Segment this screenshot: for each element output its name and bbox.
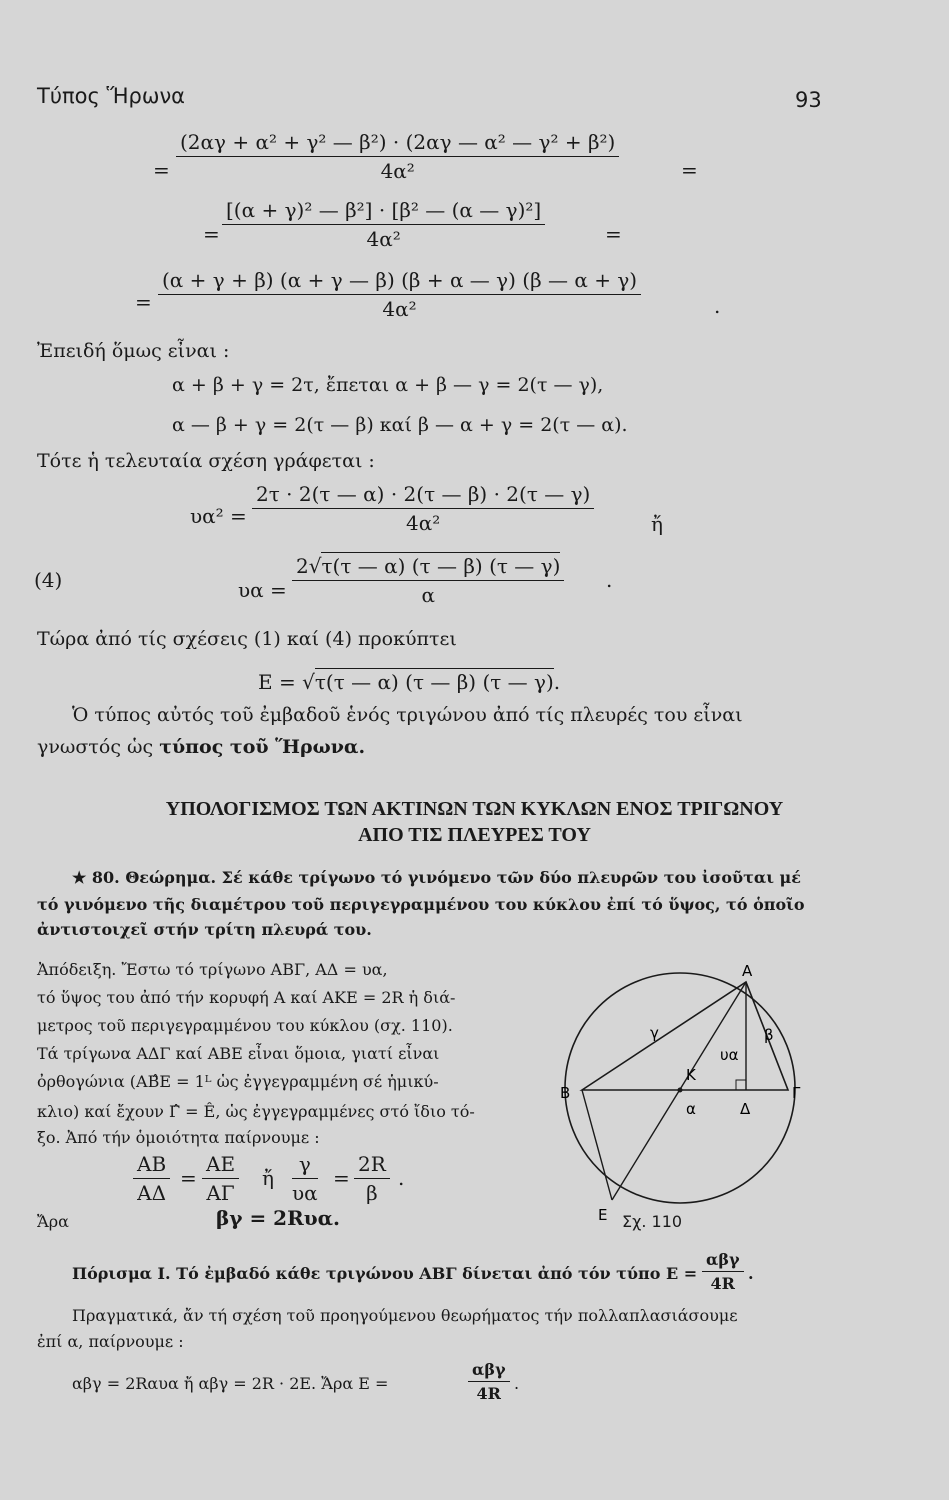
eq-sign: = <box>681 158 698 182</box>
label-ua: υα <box>720 1046 739 1064</box>
label-a: Α <box>742 962 753 980</box>
step3-numerator: (α + γ + β) (α + γ — β) (β + α — γ) (β — α + γ) <box>162 268 638 292</box>
ua-squared-denominator: 4α² <box>252 508 594 535</box>
since-intro: Ἐπειδή ὅμως εἶναι : <box>37 340 230 362</box>
label-alpha: α <box>686 1100 696 1118</box>
running-title: Τύπος Ἥρωνα <box>37 84 186 108</box>
heron-sqrt-body: τ(τ — α) (τ — β) (τ — γ) <box>314 670 554 694</box>
ratio-g: γ <box>298 1152 311 1176</box>
period: . <box>714 294 721 318</box>
equation-label-4: (4) <box>34 568 63 592</box>
label-e: Ε <box>598 1206 608 1224</box>
note-line2 <box>37 736 365 758</box>
proof-line1: Ἀπόδειξη. Ἔστω τό τρίγωνο ΑΒΓ, ΑΔ = υα, <box>37 960 388 979</box>
heron-lhs: E = √ <box>258 670 315 694</box>
ratio-g-ua <box>292 1152 318 1205</box>
ratio-2r: 2R <box>358 1152 386 1176</box>
label-g: Γ <box>792 1084 801 1102</box>
since-line1: α + β + γ = 2τ, ἔπεται α + β — γ = 2(τ — γ), <box>172 374 604 396</box>
step3-denominator: 4α² <box>158 294 641 321</box>
indeed-denominator: 4R <box>468 1381 510 1403</box>
step1-fraction <box>176 130 619 183</box>
indeed-line3: αβγ = 2Rαυα ἤ αβγ = 2R · 2Ε. Ἄρα Ε = <box>72 1374 389 1393</box>
corollary-text: Πόρισμα I. Τό ἐμβαδό κάθε τριγώνου ΑΒΓ δίνεται ἀπό τόν τύπο Ε = <box>72 1264 698 1283</box>
eq-sign: = <box>605 222 622 246</box>
corollary-fraction <box>702 1250 744 1293</box>
note-line2-bold: τύπος τοῦ Ἥρωνα. <box>159 736 366 758</box>
result-formula: βγ = 2Rυα. <box>216 1206 340 1230</box>
center-k-dot <box>678 1088 683 1093</box>
ratio-ae-ag <box>202 1152 239 1205</box>
theorem-line3: ἀντιστοιχεῖ στήν τρίτη πλευρά του. <box>37 920 372 939</box>
section-title-line2: ΑΠΟ ΤΙΣ ΠΛΕΥΡΕΣ ΤΟΥ <box>358 824 591 846</box>
eq-sign: = <box>203 222 220 246</box>
corollary-denominator: 4R <box>702 1271 744 1293</box>
ara-word: Ἄρα <box>37 1212 69 1231</box>
equals: = <box>180 1166 197 1190</box>
heron-formula <box>258 670 560 694</box>
ua-fraction <box>292 554 564 607</box>
ratio-ua: υα <box>292 1178 318 1205</box>
step2-denominator: 4α² <box>222 224 545 251</box>
indeed-numerator: αβγ <box>472 1360 506 1379</box>
ratio-b: β <box>354 1178 390 1205</box>
indeed-line2: ἐπί α, παίρνουμε : <box>37 1332 184 1351</box>
theorem-number: ★ 80. Θεώρημα. <box>72 868 217 887</box>
ratio-2r-b <box>354 1152 390 1205</box>
period: . <box>398 1166 405 1190</box>
label-gamma: γ <box>650 1024 659 1042</box>
note-line2-plain: γνωστός ὡς <box>37 736 160 758</box>
eq-sign: = <box>153 158 170 182</box>
sqrt-coef: 2√ <box>296 554 322 578</box>
proof-line2: τό ὕψος του ἀπό τήν κορυφή Α καί ΑΚΕ = 2R ἡ διά- <box>37 988 456 1007</box>
step1-numerator: (2αγ + α² + γ² — β²) · (2αγ — α² — γ² + β²) <box>180 130 616 154</box>
corollary-numerator: αβγ <box>706 1250 740 1269</box>
ratio-ab: ΑΒ <box>137 1152 167 1176</box>
label-d: Δ <box>740 1100 751 1118</box>
or-word: ἤ <box>262 1166 274 1190</box>
then-intro: Τότε ἡ τελευταία σχέση γράφεται : <box>37 450 375 472</box>
section-title-line1: ΥΠΟΛΟΓΙΣΜΟΣ ΤΩΝ ΑΚΤΙΝΩΝ ΤΩΝ ΚΥΚΛΩΝ ΕΝΟΣ ΤΡΙΓΩΝΟΥ <box>165 798 784 820</box>
ua-squared-fraction <box>252 482 594 535</box>
proof-line5: ὀρθογώνια (ΑΒ̂Ε = 1ᴸ ὡς ἐγγεγραμμένη σέ ἡμικύ- <box>37 1072 439 1091</box>
segment-be <box>582 1090 612 1200</box>
since-line2: α — β + γ = 2(τ — β) καί β — α + γ = 2(τ — α). <box>172 414 628 436</box>
period: . <box>514 1374 520 1393</box>
page-number: 93 <box>795 88 822 112</box>
indeed-fraction <box>468 1360 510 1403</box>
note-line1: Ὁ τύπος αὐτός τοῦ ἐμβαδοῦ ἑνός τριγώνου ἀπό τίς πλευρές του εἶναι <box>72 704 743 726</box>
ua-squared-lhs: υα² = <box>190 504 247 528</box>
figure-110 <box>550 958 810 1228</box>
period: . <box>606 568 613 592</box>
theorem-statement-start: Σέ κάθε τρίγωνο τό γινόμενο τῶν δύο πλευρῶν του ἰσοῦται μέ <box>221 868 801 887</box>
step2-fraction <box>222 198 545 251</box>
right-angle-mark <box>736 1080 746 1090</box>
ratio-ag: ΑΓ <box>202 1178 239 1205</box>
ua-squared-numerator: 2τ · 2(τ — α) · 2(τ — β) · 2(τ — γ) <box>256 482 591 506</box>
indeed-line1: Πραγματικά, ἄν τή σχέση τοῦ προηγούμενου θεωρήματος τήν πολλαπλασιάσουμε <box>72 1306 738 1325</box>
eq-sign: = <box>135 290 152 314</box>
equals: = <box>333 1166 350 1190</box>
proof-line4: Τά τρίγωνα ΑΔΓ καί ΑΒΕ εἶναι ὅμοια, γιατί εἶναι <box>37 1044 440 1063</box>
ua-denominator: α <box>292 580 564 607</box>
or-word: ἤ <box>651 512 663 536</box>
label-b: Β <box>560 1084 571 1102</box>
ua-lhs: υα = <box>238 578 287 602</box>
theorem-line2: τό γινόμενο τῆς διαμέτρου τοῦ περιγεγραμμένου του κύκλου ἐπί τό ὕψος, τό ὁποῖο <box>37 895 805 914</box>
proof-line6: κλιο) καί ἔχουν Γ̂ = Ê, ὡς ἐγγεγραμμένες στό ἴδιο τό- <box>37 1102 475 1121</box>
theorem-line1 <box>72 868 801 887</box>
ratio-ab-ad <box>133 1152 170 1205</box>
label-beta: β <box>764 1026 774 1044</box>
ratio-ae: ΑΕ <box>206 1152 236 1176</box>
label-k: Κ <box>686 1066 696 1084</box>
proof-line7: ξο. Ἀπό τήν ὁμοιότητα παίρνουμε : <box>37 1128 320 1147</box>
ratio-ad: ΑΔ <box>133 1178 170 1205</box>
period: . <box>748 1264 754 1283</box>
triangle-abg <box>582 982 788 1090</box>
sqrt-body: τ(τ — α) (τ — β) (τ — γ) <box>321 554 561 578</box>
heron-period: . <box>553 670 561 694</box>
proof-line3: μετρος τοῦ περιγεγραμμένου του κύκλου (σχ. 110). <box>37 1016 453 1035</box>
step3-fraction <box>158 268 641 321</box>
ua-numerator <box>292 554 564 580</box>
step2-numerator: [(α + γ)² — β²] · [β² — (α — γ)²] <box>226 198 542 222</box>
figure-caption: Σχ. 110 <box>622 1212 683 1231</box>
now-intro: Τώρα ἀπό τίς σχέσεις (1) καί (4) προκύπτει <box>37 628 457 650</box>
step1-denominator: 4α² <box>176 156 619 183</box>
